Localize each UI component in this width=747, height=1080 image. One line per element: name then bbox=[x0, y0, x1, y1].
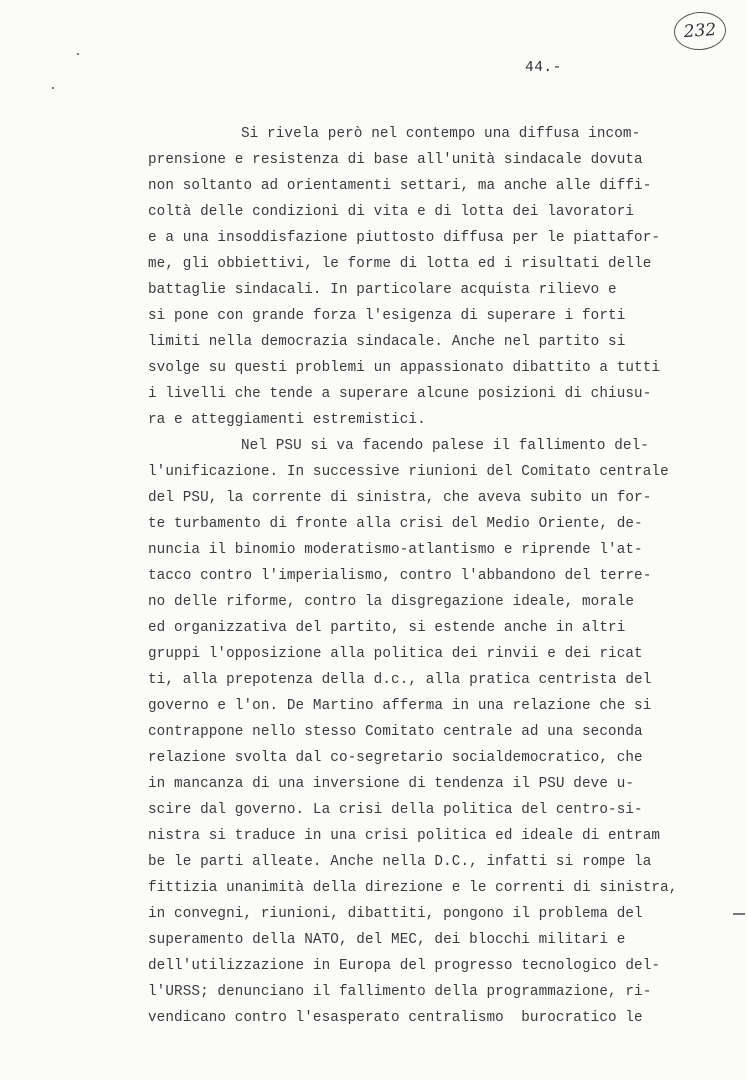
text-line: non soltanto ad orientamenti settari, ma anche alle diffi- bbox=[148, 178, 652, 194]
body-text bbox=[148, 121, 688, 1031]
text-line: Nel PSU si va facendo palese il fallimento del- bbox=[241, 438, 649, 454]
text-line: vendicano contro l'esasperato centralismo burocratico le bbox=[148, 1010, 643, 1026]
text-line: me, gli obbiettivi, le forme di lotta ed i risultati delle bbox=[148, 256, 652, 272]
text-line: del PSU, la corrente di sinistra, che aveva subito un for- bbox=[148, 490, 652, 506]
text-line: Si rivela però nel contempo una diffusa incom- bbox=[241, 126, 641, 142]
stamp-number: 232 bbox=[683, 19, 717, 43]
text-line: scire dal governo. La crisi della politica del centro-si- bbox=[148, 802, 643, 818]
text-line: ed organizzativa del partito, si estende anche in altri bbox=[148, 620, 626, 636]
speck bbox=[77, 53, 79, 55]
text-line: e a una insoddisfazione piuttosto diffusa per le piattafor- bbox=[148, 230, 661, 246]
text-line: nuncia il binomio moderatismo-atlantismo e riprende l'at- bbox=[148, 542, 643, 558]
page-number: 44.- bbox=[525, 60, 562, 76]
text-line: fittizia unanimità della direzione e le correnti di sinistra, bbox=[148, 880, 678, 896]
text-line: governo e l'on. De Martino afferma in una relazione che si bbox=[148, 698, 652, 714]
text-line: nistra si traduce in una crisi politica ed ideale di entram bbox=[148, 828, 661, 844]
archive-stamp bbox=[673, 10, 728, 52]
text-line: i livelli che tende a superare alcune posizioni di chiusu- bbox=[148, 386, 652, 402]
text-line: l'URSS; denunciano il fallimento della programmazione, ri- bbox=[148, 984, 652, 1000]
text-line: l'unificazione. In successive riunioni del Comitato centrale bbox=[148, 464, 669, 480]
text-line: dell'utilizzazione in Europa del progresso tecnologico del- bbox=[148, 958, 661, 974]
text-line: si pone con grande forza l'esigenza di superare i forti bbox=[148, 308, 626, 324]
text-line: superamento della NATO, del MEC, dei blocchi militari e bbox=[148, 932, 626, 948]
text-line: ti, alla prepotenza della d.c., alla pratica centrista del bbox=[148, 672, 652, 688]
text-line: gruppi l'opposizione alla politica dei rinvii e dei ricat bbox=[148, 646, 643, 662]
text-line: limiti nella democrazia sindacale. Anche nel partito si bbox=[148, 334, 626, 350]
text-line: in mancanza di una inversione di tendenza il PSU deve u- bbox=[148, 776, 635, 792]
text-line: relazione svolta dal co-segretario socialdemocratico, che bbox=[148, 750, 643, 766]
text-line: prensione e resistenza di base all'unità sindacale dovuta bbox=[148, 152, 643, 168]
text-line: no delle riforme, contro la disgregazione ideale, morale bbox=[148, 594, 635, 610]
text-line: in convegni, riunioni, dibattiti, pongono il problema del bbox=[148, 906, 643, 922]
text-line: tacco contro l'imperialismo, contro l'abbandono del terre- bbox=[148, 568, 652, 584]
text-line: te turbamento di fronte alla crisi del Medio Oriente, de- bbox=[148, 516, 643, 532]
text-line: be le parti alleate. Anche nella D.C., infatti si rompe la bbox=[148, 854, 652, 870]
margin-mark bbox=[733, 913, 745, 915]
text-line: ra e atteggiamenti estremistici. bbox=[148, 412, 426, 428]
text-line: battaglie sindacali. In particolare acquista rilievo e bbox=[148, 282, 617, 298]
text-line: svolge su questi problemi un appassionato dibattito a tutti bbox=[148, 360, 661, 376]
text-line: contrappone nello stesso Comitato centrale ad una seconda bbox=[148, 724, 643, 740]
speck bbox=[52, 87, 54, 89]
text-line: coltà delle condizioni di vita e di lotta dei lavoratori bbox=[148, 204, 635, 220]
